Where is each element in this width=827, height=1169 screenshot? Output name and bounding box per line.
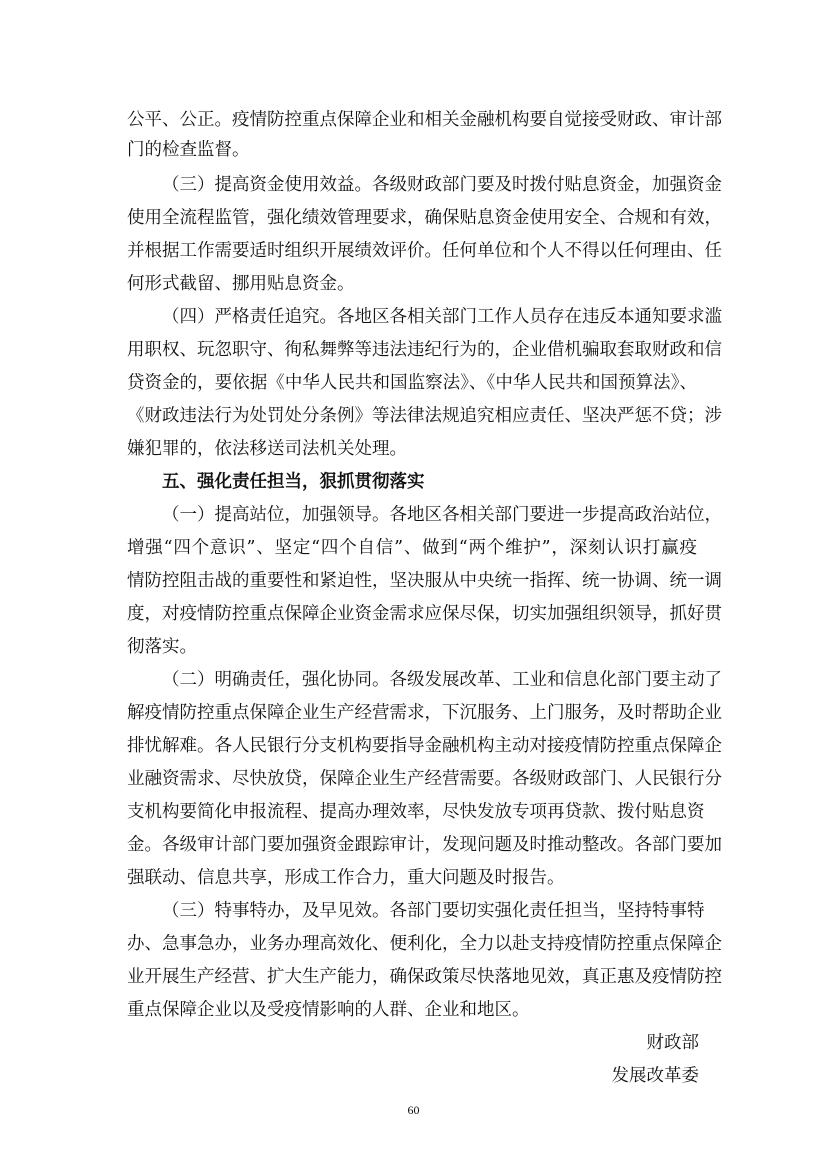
body-line: 贷资金的，要依据《中华人民共和国监察法》、《中华人民共和国预算法》、 — [127, 373, 697, 393]
body-line: 使用全流程监管，强化绩效管理要求，确保贴息资金使用安全、合规和有效， — [127, 208, 722, 228]
paragraph-start-line: （三）特事特办，及早见效。各部门要切实强化责任担当，坚持特事特 — [162, 901, 705, 921]
paragraph-start-line: （四）严格责任追究。各地区各相关部门工作人员存在违反本通知要求滥 — [162, 307, 722, 327]
paragraph-start-line: （三）提高资金使用效益。各级财政部门要及时拨付贴息资金，加强资金 — [162, 175, 722, 195]
body-line: 金。各级审计部门要加强资金跟踪审计，发现问题及时推动整改。各部门要加 — [127, 835, 722, 855]
body-line: 情防控阻击战的重要性和紧迫性，坚决服从中央统一指挥、统一协调、统一调 — [127, 571, 722, 591]
body-line: 《财政违法行为处罚处分条例》等法律法规追究相应责任、坚决严惩不贷；涉 — [127, 406, 722, 426]
paragraph-start-line: （二）明确责任，强化协同。各级发展改革、工业和信息化部门要主动了 — [162, 670, 722, 690]
section-heading: 五、强化责任担当，狠抓贯彻落实 — [162, 472, 425, 492]
body-line: 嫌犯罪的，依法移送司法机关处理。 — [127, 439, 407, 459]
body-line: 重点保障企业以及受疫情影响的人群、企业和地区。 — [127, 1000, 530, 1020]
body-line: 业开展生产经营、扩大生产能力，确保政策尽快落地见效，真正惠及疫情防控 — [127, 967, 722, 987]
paragraph-start-line: （一）提高站位，加强领导。各地区各相关部门要进一步提高政治站位， — [162, 505, 722, 525]
signature-ministry-of-finance: 财政部 — [646, 1033, 699, 1053]
body-line: 增强“四个意识”、坚定“四个自信”、做到“两个维护”，深刻认识打赢疫 — [127, 538, 697, 558]
body-line: 解疫情防控重点保障企业生产经营需求，下沉服务、上门服务，及时帮助企业 — [127, 703, 722, 723]
body-line: 强联动、信息共享，形成工作合力，重大问题及时报告。 — [127, 868, 565, 888]
body-line: 支机构要简化申报流程、提高办理效率，尽快发放专项再贷款、拨付贴息资 — [127, 802, 705, 822]
body-line: 办、急事急办，业务办理高效化、便利化，全力以赴支持疫情防控重点保障企 — [127, 934, 722, 954]
body-line: 何形式截留、挪用贴息资金。 — [127, 274, 355, 294]
body-line: 用职权、玩忽职守、徇私舞弊等违法违纪行为的，企业借机骗取套取财政和信 — [127, 340, 722, 360]
body-line: 公平、公正。疫情防控重点保障企业和相关金融机构要自觉接受财政、审计部 — [127, 110, 722, 130]
body-line: 度，对疫情防控重点保障企业资金需求应保尽保，切实加强组织领导，抓好贯 — [127, 604, 722, 624]
signature-development-reform-commission: 发展改革委 — [611, 1066, 699, 1086]
body-line: 并根据工作需要适时组织开展绩效评价。任何单位和个人不得以任何理由、任 — [127, 241, 722, 261]
body-line: 彻落实。 — [127, 637, 197, 657]
body-line: 业融资需求、尽快放贷，保障企业生产经营需要。各级财政部门、人民银行分 — [127, 769, 722, 789]
page-number: 60 — [407, 1103, 420, 1117]
body-line: 排忧解难。各人民银行分支机构要指导金融机构主动对接疫情防控重点保障企 — [127, 736, 722, 756]
body-line: 门的检查监督。 — [127, 140, 250, 160]
